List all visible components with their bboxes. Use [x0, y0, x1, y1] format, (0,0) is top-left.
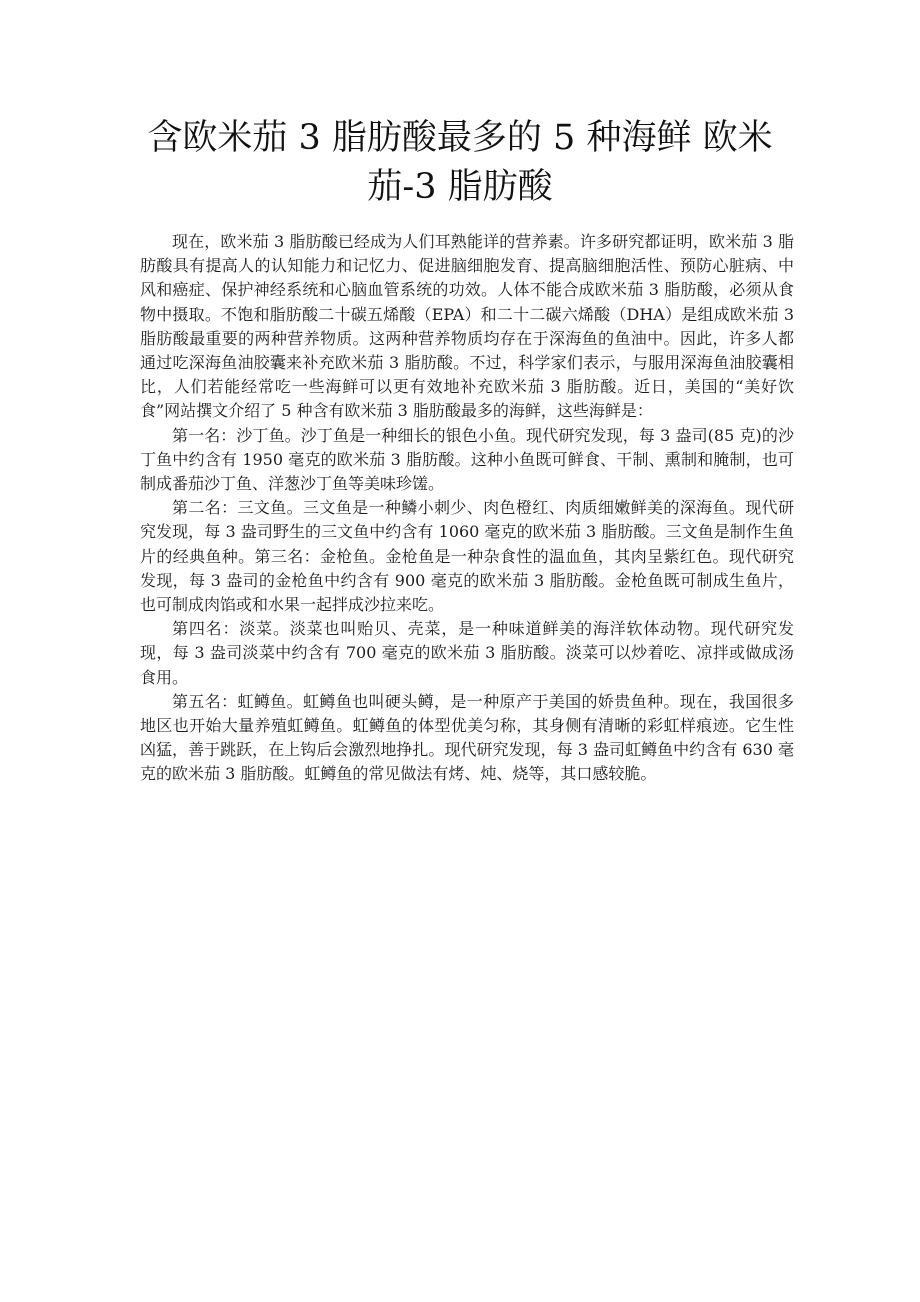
paragraph-rank-2-3: 第二名：三文鱼。三文鱼是一种鳞小刺少、肉色橙红、肉质细嫩鲜美的深海鱼。现代研究发现，每 3 盎司野生的三文鱼中约含有 1060 毫克的欧米茄 3 脂肪酸。三文鱼是制作生鱼片的经典鱼种。第三名：金枪鱼。金枪鱼是一种杂食性的温血鱼，其肉呈紫红色。现代研究发现，每 3 盎司的金枪鱼中约含有 900 毫克的欧米茄 3 脂肪酸。金枪鱼既可制成生鱼片，也可制成肉馅或和水果一起拌成沙拉来吃。 — [140, 498, 794, 615]
paragraph-intro: 现在，欧米茄 3 脂肪酸已经成为人们耳熟能详的营养素。许多研究都证明，欧米茄 3 脂肪酸具有提高人的认知能力和记忆力、促进脑细胞发育、提高脑细胞活性、预防心脏病、中风和癌症、保护神经系统和心脑血管系统的功效。人体不能合成欧米茄 3 脂肪酸，必须从食物中摄取。不饱和脂肪酸二十碳五烯酸（EPA）和二十二碳六烯酸（DHA）是组成欧米茄 3 脂肪酸最重要的两种营养物质。这两种营养物质均存在于深海鱼的鱼油中。因此，许多人都通过吃深海鱼油胶囊来补充欧米茄 3 脂肪酸。不过，科学家们表示，与服用深海鱼油胶囊相比，人们若能经常吃一些海鲜可以更有效地补充欧米茄 3 脂肪酸。近日，美国的“美好饮食”网站撰文介绍了 5 种含有欧米茄 3 脂肪酸最多的海鲜，这些海鲜是： — [140, 232, 794, 421]
document-body — [140, 230, 794, 787]
paragraph-rank-4: 第四名：淡菜。淡菜也叫贻贝、壳菜，是一种味道鲜美的海洋软体动物。现代研究发现，每 3 盎司淡菜中约含有 700 毫克的欧米茄 3 脂肪酸。淡菜可以炒着吃、凉拌或做成汤食用。 — [140, 619, 794, 687]
document-title: 含欧米茄 3 脂肪酸最多的 5 种海鲜 欧米茄-3 脂肪酸 — [147, 118, 773, 207]
paragraph-rank-5: 第五名：虹鳟鱼。虹鳟鱼也叫硬头鳟，是一种原产于美国的娇贵鱼种。现在，我国很多地区也开始大量养殖虹鳟鱼。虹鳟鱼的体型优美匀称，其身侧有清晰的彩虹样痕迹。它生性凶猛，善于跳跃，在上钩后会激烈地挣扎。现代研究发现，每 3 盎司虹鳟鱼中约含有 630 毫克的欧米茄 3 脂肪酸。虹鳟鱼的常见做法有烤、炖、烧等，其口感较脆。 — [140, 691, 794, 784]
paragraph-rank-1: 第一名：沙丁鱼。沙丁鱼是一种细长的银色小鱼。现代研究发现，每 3 盎司(85 克)的沙丁鱼中约含有 1950 毫克的欧米茄 3 脂肪酸。这种小鱼既可鲜食、干制、熏制和腌制，也可制成番茄沙丁鱼、洋葱沙丁鱼等美味珍馐。 — [140, 425, 794, 494]
